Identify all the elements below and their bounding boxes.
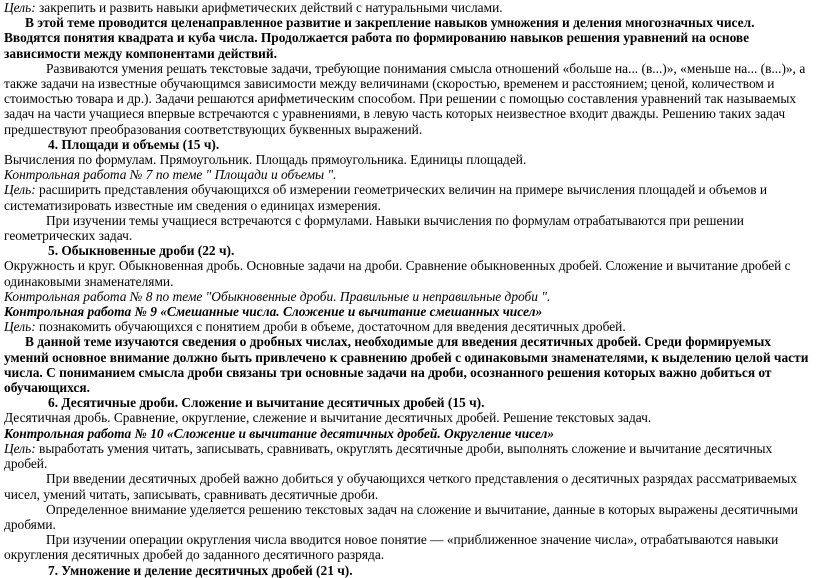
- goal-text: познакомить обучающихся с понятием дроби в объеме, достаточном для введения десятичных дробей.: [35, 319, 626, 335]
- goal-line-5: [4, 319, 812, 334]
- goal-text: закрепить и развить навыки арифметических действий с натуральными числами.: [35, 0, 503, 15]
- test-7: Контрольная работа № 7 по теме " Площади и объемы ".: [4, 167, 337, 183]
- goal-text: выработать умения читать, записывать, сравнивать, округлять десятичные дроби, выполнять сложение и вычитание десятичных дробей.: [4, 440, 773, 472]
- goal-line-1: [4, 0, 812, 15]
- section4-note: При изучении темы учащиеся встречаются с формулами. Навыки вычисления по формулам отрабатываются при решении геометрических задач.: [4, 212, 744, 244]
- section5-contents: Окружность и круг. Обыкновенная дробь. Основные задачи на дроби. Сравнение обыкновенных дробей. Сложение и вычитание дробей с одинаковыми знаменателями.: [4, 258, 791, 289]
- goal-label: Цель:: [4, 319, 36, 335]
- section-heading-6: 6. Десятичные дроби. Сложение и вычитание десятичных дробей (15 ч).: [48, 395, 485, 411]
- goal-label: Цель:: [4, 440, 36, 456]
- goal-line-6: [4, 441, 812, 471]
- test-9: Контрольная работа № 9 «Смешанные числа. Сложение и вычитание смешанных чисел»: [4, 304, 543, 320]
- section4-contents: Вычисления по формулам. Прямоугольник. Площадь прямоугольника. Единицы площадей.: [4, 152, 527, 168]
- section-heading-7: 7. Умножение и деление десятичных дробей (21 ч).: [48, 562, 353, 578]
- section6-para-2: Определенное внимание уделяется решению текстовых задач на сложение и вычитание, данные в которых выражены десятичными дробями.: [4, 501, 798, 532]
- goal-label: Цель:: [4, 0, 36, 15]
- goal-label: Цель:: [4, 182, 36, 198]
- section-heading-4: 4. Площади и объемы (15 ч).: [48, 136, 220, 152]
- goal-line-4: [4, 182, 812, 212]
- section-heading-5: 5. Обыкновенные дроби (22 ч).: [48, 243, 235, 259]
- section6-contents: Десятичная дробь. Сравнение, округление, слежение и вычитание десятичных дробей. Решение текстовых задач.: [4, 410, 652, 426]
- test-10: Контрольная работа № 10 «Сложение и вычитание десятичных дробей. Округление чисел»: [4, 425, 555, 441]
- section6-para-1: При введении десятичных дробей важно добиться у обучающихся четкого представления о десятичных разрядах рассматриваемых чисел, умений читать, записывать, сравнивать десятичные дроби.: [4, 471, 797, 502]
- test-8: Контрольная работа № 8 по теме "Обыкновенные дроби. Правильные и неправильные дроби ".: [4, 288, 551, 304]
- goal-text: расширить представления обучающихся об измерении геометрических величин на примере вычисления площадей и объемов и систематизировать известные им сведения о единицах измерения.: [4, 182, 768, 213]
- topic3-description: В этой теме проводится целенаправленное развитие и закрепление навыков умножения и деления многозначных чисел. Вводятся понятия квадрата и куба числа. Продолжается работа по формированию навыков решения уравнений на основе зависимости между компонентами действий.: [4, 15, 755, 61]
- topic3-word-problems: Развиваются умения решать текстовые задачи, требующие понимания смысла отношений «больше на... (в...)», «меньше на... (в...)», а также задачи на известные обучающимся зависимости между величинами (скоростью, временем и расстоянием; ценой, количеством и стоимостью товара и др.). Задачи решаются арифметическим способом. При решении с помощью составления уравнений так называемых задач на части учащиеся впервые встречаются с уравнениями, в левую часть которых неизвестное входит дважды. Решению таких задач предшествуют преобразования соответствующих буквенных выражений.: [4, 60, 806, 137]
- section6-para-3: При изучении операции округления числа вводится новое понятие — «приближенное значение числа», отрабатываются навыки округления десятичных дробей до заданного десятичного разряда.: [4, 532, 779, 563]
- section5-description: В данной теме изучаются сведения о дробных числах, необходимые для введения десятичных дробей. Среди формируемых умений основное внимание должно быть привлечено к сравнению дробей с одинаковыми знаменателями, к выделению целой части числа. С пониманием смысла дроби связаны три основные задачи на дроби, осознанного решения которых важно добиться от обучающихся.: [4, 334, 809, 396]
